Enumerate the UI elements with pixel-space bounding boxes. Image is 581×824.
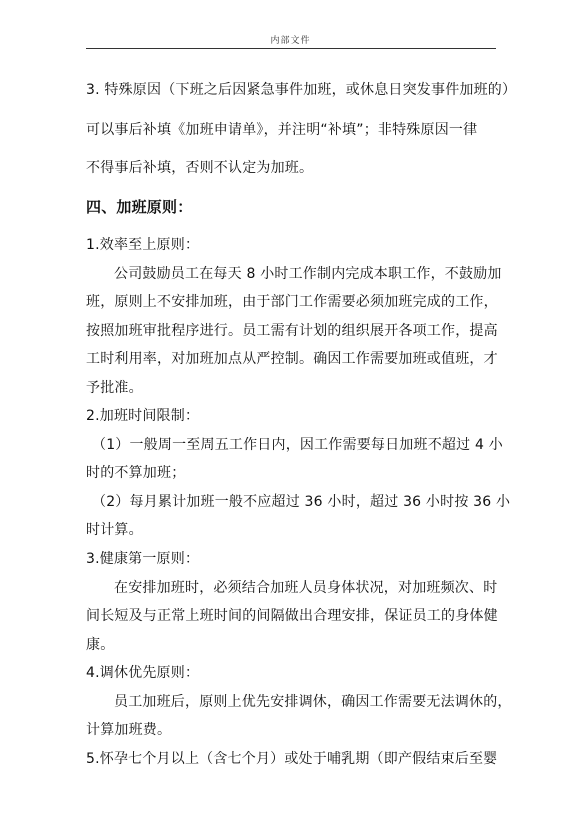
para-time-limit-1-line-2: 时的不算加班； <box>86 465 186 481</box>
subheading-efficiency: 1.效率至上原则： <box>86 237 200 253</box>
para-health-line-1: 在安排加班时，必须结合加班人员身体状况，对加班频次、时 <box>114 580 498 596</box>
para-special-reason-line-2: 可以事后补填《加班申请单》，并注明“补填”；非特殊原因一律 <box>86 122 478 138</box>
para-health-line-2: 间长短及与正常上班时间的间隔做出合理安排，保证员工的身体健 <box>86 608 498 624</box>
para-efficiency-line-3: 按照加班审批程序进行。员工需有计划的组织展开各项工作，提高 <box>86 323 498 339</box>
header-divider <box>86 48 496 49</box>
subheading-time-limit: 2.加班时间限制： <box>86 408 200 424</box>
header-title: 内部文件 <box>270 36 311 46</box>
section-heading-overtime-principles: 四、加班原则： <box>86 198 193 216</box>
para-health-line-3: 康。 <box>86 637 115 653</box>
para-rest-line-1: 员工加班后，原则上优先安排调休，确因工作需要无法调休的， <box>114 694 512 710</box>
para-time-limit-2-line-2: 时计算。 <box>86 522 143 538</box>
para-efficiency-line-5: 予批准。 <box>86 380 143 396</box>
para-rest-line-2: 计算加班费。 <box>86 722 172 738</box>
para-special-reason-line-1: 3. 特殊原因（下班之后因紧急事件加班，或休息日突发事件加班的） <box>86 82 517 98</box>
para-special-reason-line-3: 不得事后补填，否则不认定为加班。 <box>86 160 314 176</box>
para-efficiency-line-2: 班，原则上不安排加班，由于部门工作需要必须加班完成的工作， <box>86 294 498 310</box>
para-time-limit-2-line-1: （2）每月累计加班一般不应超过 36 小时，超过 36 小时按 36 小 <box>92 494 511 510</box>
subheading-health-first: 3.健康第一原则： <box>86 551 200 567</box>
subheading-pregnancy: 5.怀孕七个月以上（含七个月）或处于哺乳期（即产假结束后至婴 <box>86 751 498 767</box>
subheading-rest-priority: 4.调休优先原则： <box>86 665 200 681</box>
para-efficiency-line-4: 工时利用率，对加班加点从严控制。确因工作需要加班或值班，才 <box>86 351 498 367</box>
para-time-limit-1-line-1: （1）一般周一至周五工作日内，因工作需要每日加班不超过 4 小 <box>92 437 503 453</box>
para-efficiency-line-1: 公司鼓励员工在每天 8 小时工作制内完成本职工作，不鼓励加 <box>114 266 502 282</box>
